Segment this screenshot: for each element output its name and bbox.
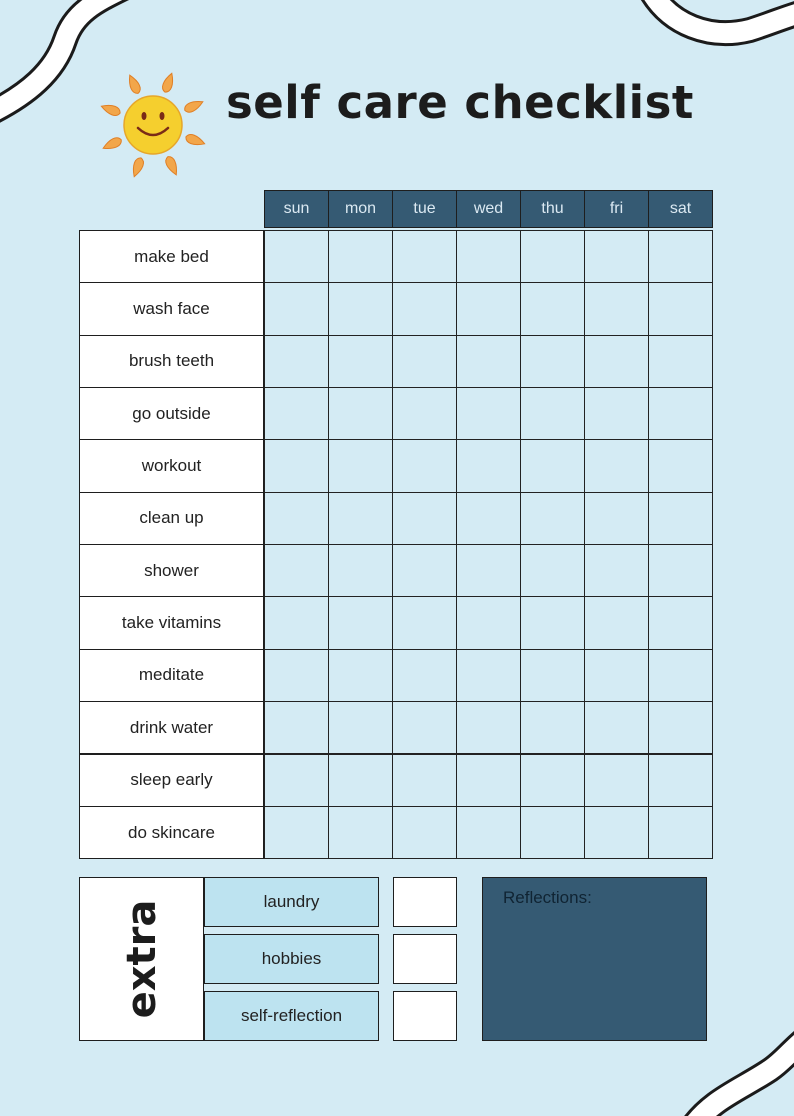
task-label: drink water [79, 701, 264, 754]
check-cell[interactable] [328, 335, 393, 388]
check-cell[interactable] [392, 596, 457, 649]
check-cell[interactable] [392, 492, 457, 545]
day-header-fri: fri [584, 190, 649, 228]
task-label: sleep early [79, 754, 264, 807]
check-cell[interactable] [392, 439, 457, 492]
task-label: workout [79, 439, 264, 492]
task-label: go outside [79, 387, 264, 440]
check-cell[interactable] [264, 387, 329, 440]
extra-item-hobbies: hobbies [204, 934, 379, 984]
task-label: make bed [79, 230, 264, 283]
check-cell[interactable] [264, 544, 329, 597]
check-cell[interactable] [520, 492, 585, 545]
check-cell[interactable] [328, 806, 393, 859]
check-cell[interactable] [392, 701, 457, 754]
page-title: self care checklist [226, 76, 694, 129]
check-cell[interactable] [584, 701, 649, 754]
check-cell[interactable] [520, 596, 585, 649]
check-cell[interactable] [456, 230, 521, 283]
check-cell[interactable] [648, 754, 713, 807]
check-cell[interactable] [520, 754, 585, 807]
task-label: brush teeth [79, 335, 264, 388]
check-cell[interactable] [392, 754, 457, 807]
extra-box [79, 877, 204, 1041]
check-cell[interactable] [584, 544, 649, 597]
check-cell[interactable] [456, 596, 521, 649]
check-cell[interactable] [648, 596, 713, 649]
check-cell[interactable] [520, 806, 585, 859]
task-label: wash face [79, 282, 264, 335]
extra-checkbox[interactable] [393, 991, 457, 1041]
check-cell[interactable] [456, 754, 521, 807]
check-cell[interactable] [392, 806, 457, 859]
day-header-thu: thu [520, 190, 585, 228]
check-cell[interactable] [648, 230, 713, 283]
check-cell[interactable] [648, 806, 713, 859]
day-header-tue: tue [392, 190, 457, 228]
extra-item-self-reflection: self-reflection [204, 991, 379, 1041]
check-cell[interactable] [584, 806, 649, 859]
check-cell[interactable] [456, 439, 521, 492]
check-cell[interactable] [264, 492, 329, 545]
check-cell[interactable] [456, 701, 521, 754]
day-header-sat: sat [648, 190, 713, 228]
check-cell[interactable] [328, 439, 393, 492]
task-label: take vitamins [79, 596, 264, 649]
check-cell[interactable] [328, 230, 393, 283]
check-cell[interactable] [584, 754, 649, 807]
check-cell[interactable] [648, 492, 713, 545]
check-cell[interactable] [328, 649, 393, 702]
check-cell[interactable] [328, 492, 393, 545]
check-cell[interactable] [456, 649, 521, 702]
check-cell[interactable] [520, 701, 585, 754]
check-cell[interactable] [520, 282, 585, 335]
extra-checkbox[interactable] [393, 877, 457, 927]
smiling-sun-icon [94, 66, 212, 184]
day-header-mon: mon [328, 190, 393, 228]
check-cell[interactable] [456, 387, 521, 440]
check-cell[interactable] [328, 544, 393, 597]
check-cell[interactable] [520, 335, 585, 388]
check-cell[interactable] [392, 282, 457, 335]
check-cell[interactable] [456, 335, 521, 388]
check-cell[interactable] [584, 282, 649, 335]
check-cell[interactable] [328, 754, 393, 807]
check-cell[interactable] [520, 544, 585, 597]
check-cell[interactable] [392, 649, 457, 702]
check-cell[interactable] [392, 387, 457, 440]
check-cell[interactable] [264, 806, 329, 859]
extra-item-laundry: laundry [204, 877, 379, 927]
check-cell[interactable] [648, 649, 713, 702]
task-label: do skincare [79, 806, 264, 859]
check-cell[interactable] [456, 806, 521, 859]
task-label: meditate [79, 649, 264, 702]
check-cell[interactable] [456, 544, 521, 597]
check-cell[interactable] [520, 230, 585, 283]
task-label: shower [79, 544, 264, 597]
check-cell[interactable] [264, 596, 329, 649]
check-cell[interactable] [584, 649, 649, 702]
extra-label: extra [118, 899, 165, 1019]
check-cell[interactable] [392, 230, 457, 283]
check-cell[interactable] [584, 492, 649, 545]
check-cell[interactable] [328, 282, 393, 335]
check-cell[interactable] [456, 492, 521, 545]
check-cell[interactable] [648, 282, 713, 335]
check-cell[interactable] [264, 754, 329, 807]
check-cell[interactable] [584, 596, 649, 649]
check-cell[interactable] [456, 282, 521, 335]
check-cell[interactable] [648, 701, 713, 754]
check-cell[interactable] [520, 387, 585, 440]
check-cell[interactable] [264, 439, 329, 492]
task-label: clean up [79, 492, 264, 545]
check-cell[interactable] [264, 282, 329, 335]
check-cell[interactable] [328, 387, 393, 440]
check-cell[interactable] [584, 335, 649, 388]
check-cell[interactable] [648, 387, 713, 440]
check-cell[interactable] [584, 230, 649, 283]
check-cell[interactable] [264, 335, 329, 388]
extra-checkbox[interactable] [393, 934, 457, 984]
check-cell[interactable] [328, 701, 393, 754]
check-cell[interactable] [264, 701, 329, 754]
check-cell[interactable] [520, 439, 585, 492]
check-cell[interactable] [520, 649, 585, 702]
day-header-sun: sun [264, 190, 329, 228]
reflections-label: Reflections: [503, 888, 592, 907]
day-header-wed: wed [456, 190, 521, 228]
check-cell[interactable] [264, 649, 329, 702]
check-cell[interactable] [392, 544, 457, 597]
check-cell[interactable] [328, 596, 393, 649]
check-cell[interactable] [584, 439, 649, 492]
check-cell[interactable] [584, 387, 649, 440]
reflections-box[interactable] [482, 877, 707, 1041]
check-cell[interactable] [648, 335, 713, 388]
check-cell[interactable] [392, 335, 457, 388]
check-cell[interactable] [648, 544, 713, 597]
check-cell[interactable] [264, 230, 329, 283]
check-cell[interactable] [648, 439, 713, 492]
